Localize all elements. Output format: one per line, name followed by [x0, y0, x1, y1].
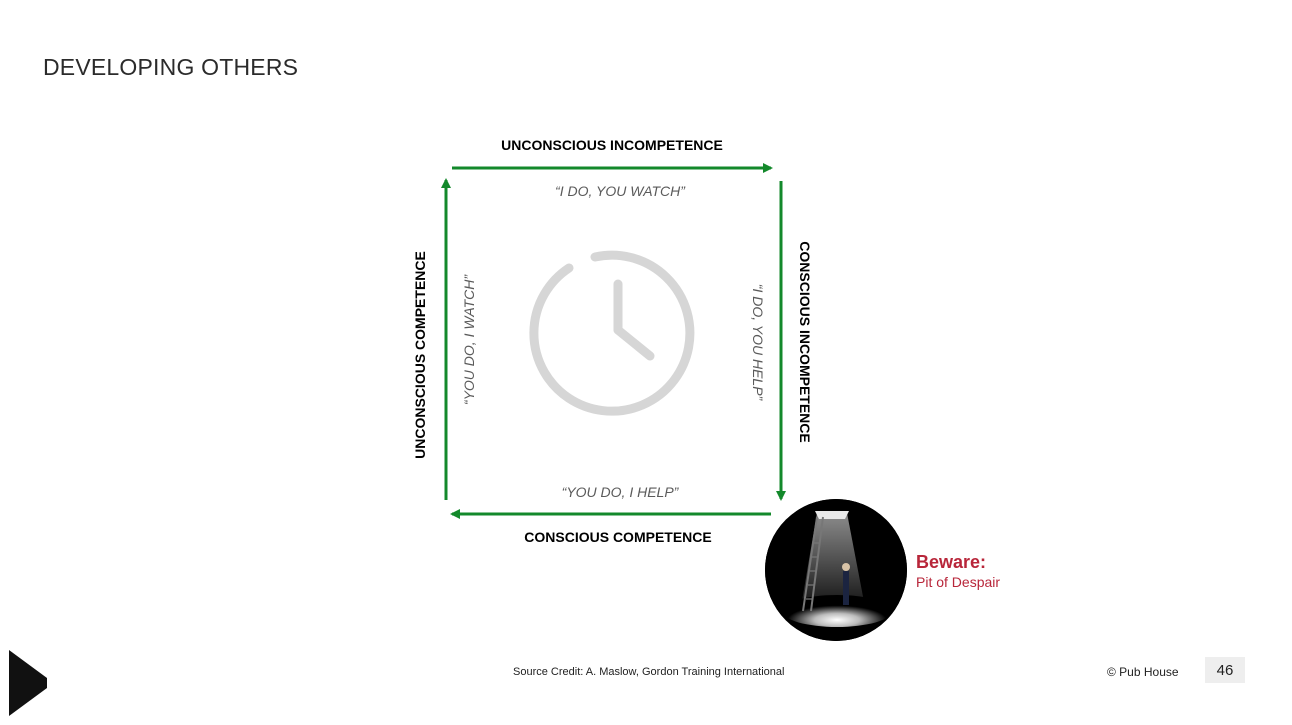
quote-top: “I DO, YOU WATCH”	[555, 183, 685, 199]
stage-label-right: CONSCIOUS INCOMPETENCE	[797, 241, 813, 443]
brand-logo-icon	[9, 650, 47, 716]
source-credit: Source Credit: A. Maslow, Gordon Training International	[513, 666, 785, 678]
beware-subtitle: Pit of Despair	[916, 574, 1001, 590]
stage-label-top: UNCONSCIOUS INCOMPETENCE	[501, 137, 723, 153]
slide-title: DEVELOPING OTHERS	[43, 54, 299, 80]
quote-left: “YOU DO, I WATCH”	[461, 274, 477, 406]
pit-of-despair-image	[765, 499, 907, 641]
clock-icon	[534, 255, 690, 411]
quote-bottom: “YOU DO, I HELP”	[561, 484, 679, 500]
stage-label-bottom: CONSCIOUS COMPETENCE	[524, 529, 712, 545]
beware-title: Beware:	[916, 552, 987, 572]
quote-right: “I DO, YOU HELP”	[750, 283, 766, 401]
stage-label-left: UNCONSCIOUS COMPETENCE	[412, 251, 428, 459]
copyright: © Pub House	[1107, 665, 1179, 679]
page-number: 46	[1205, 657, 1245, 683]
